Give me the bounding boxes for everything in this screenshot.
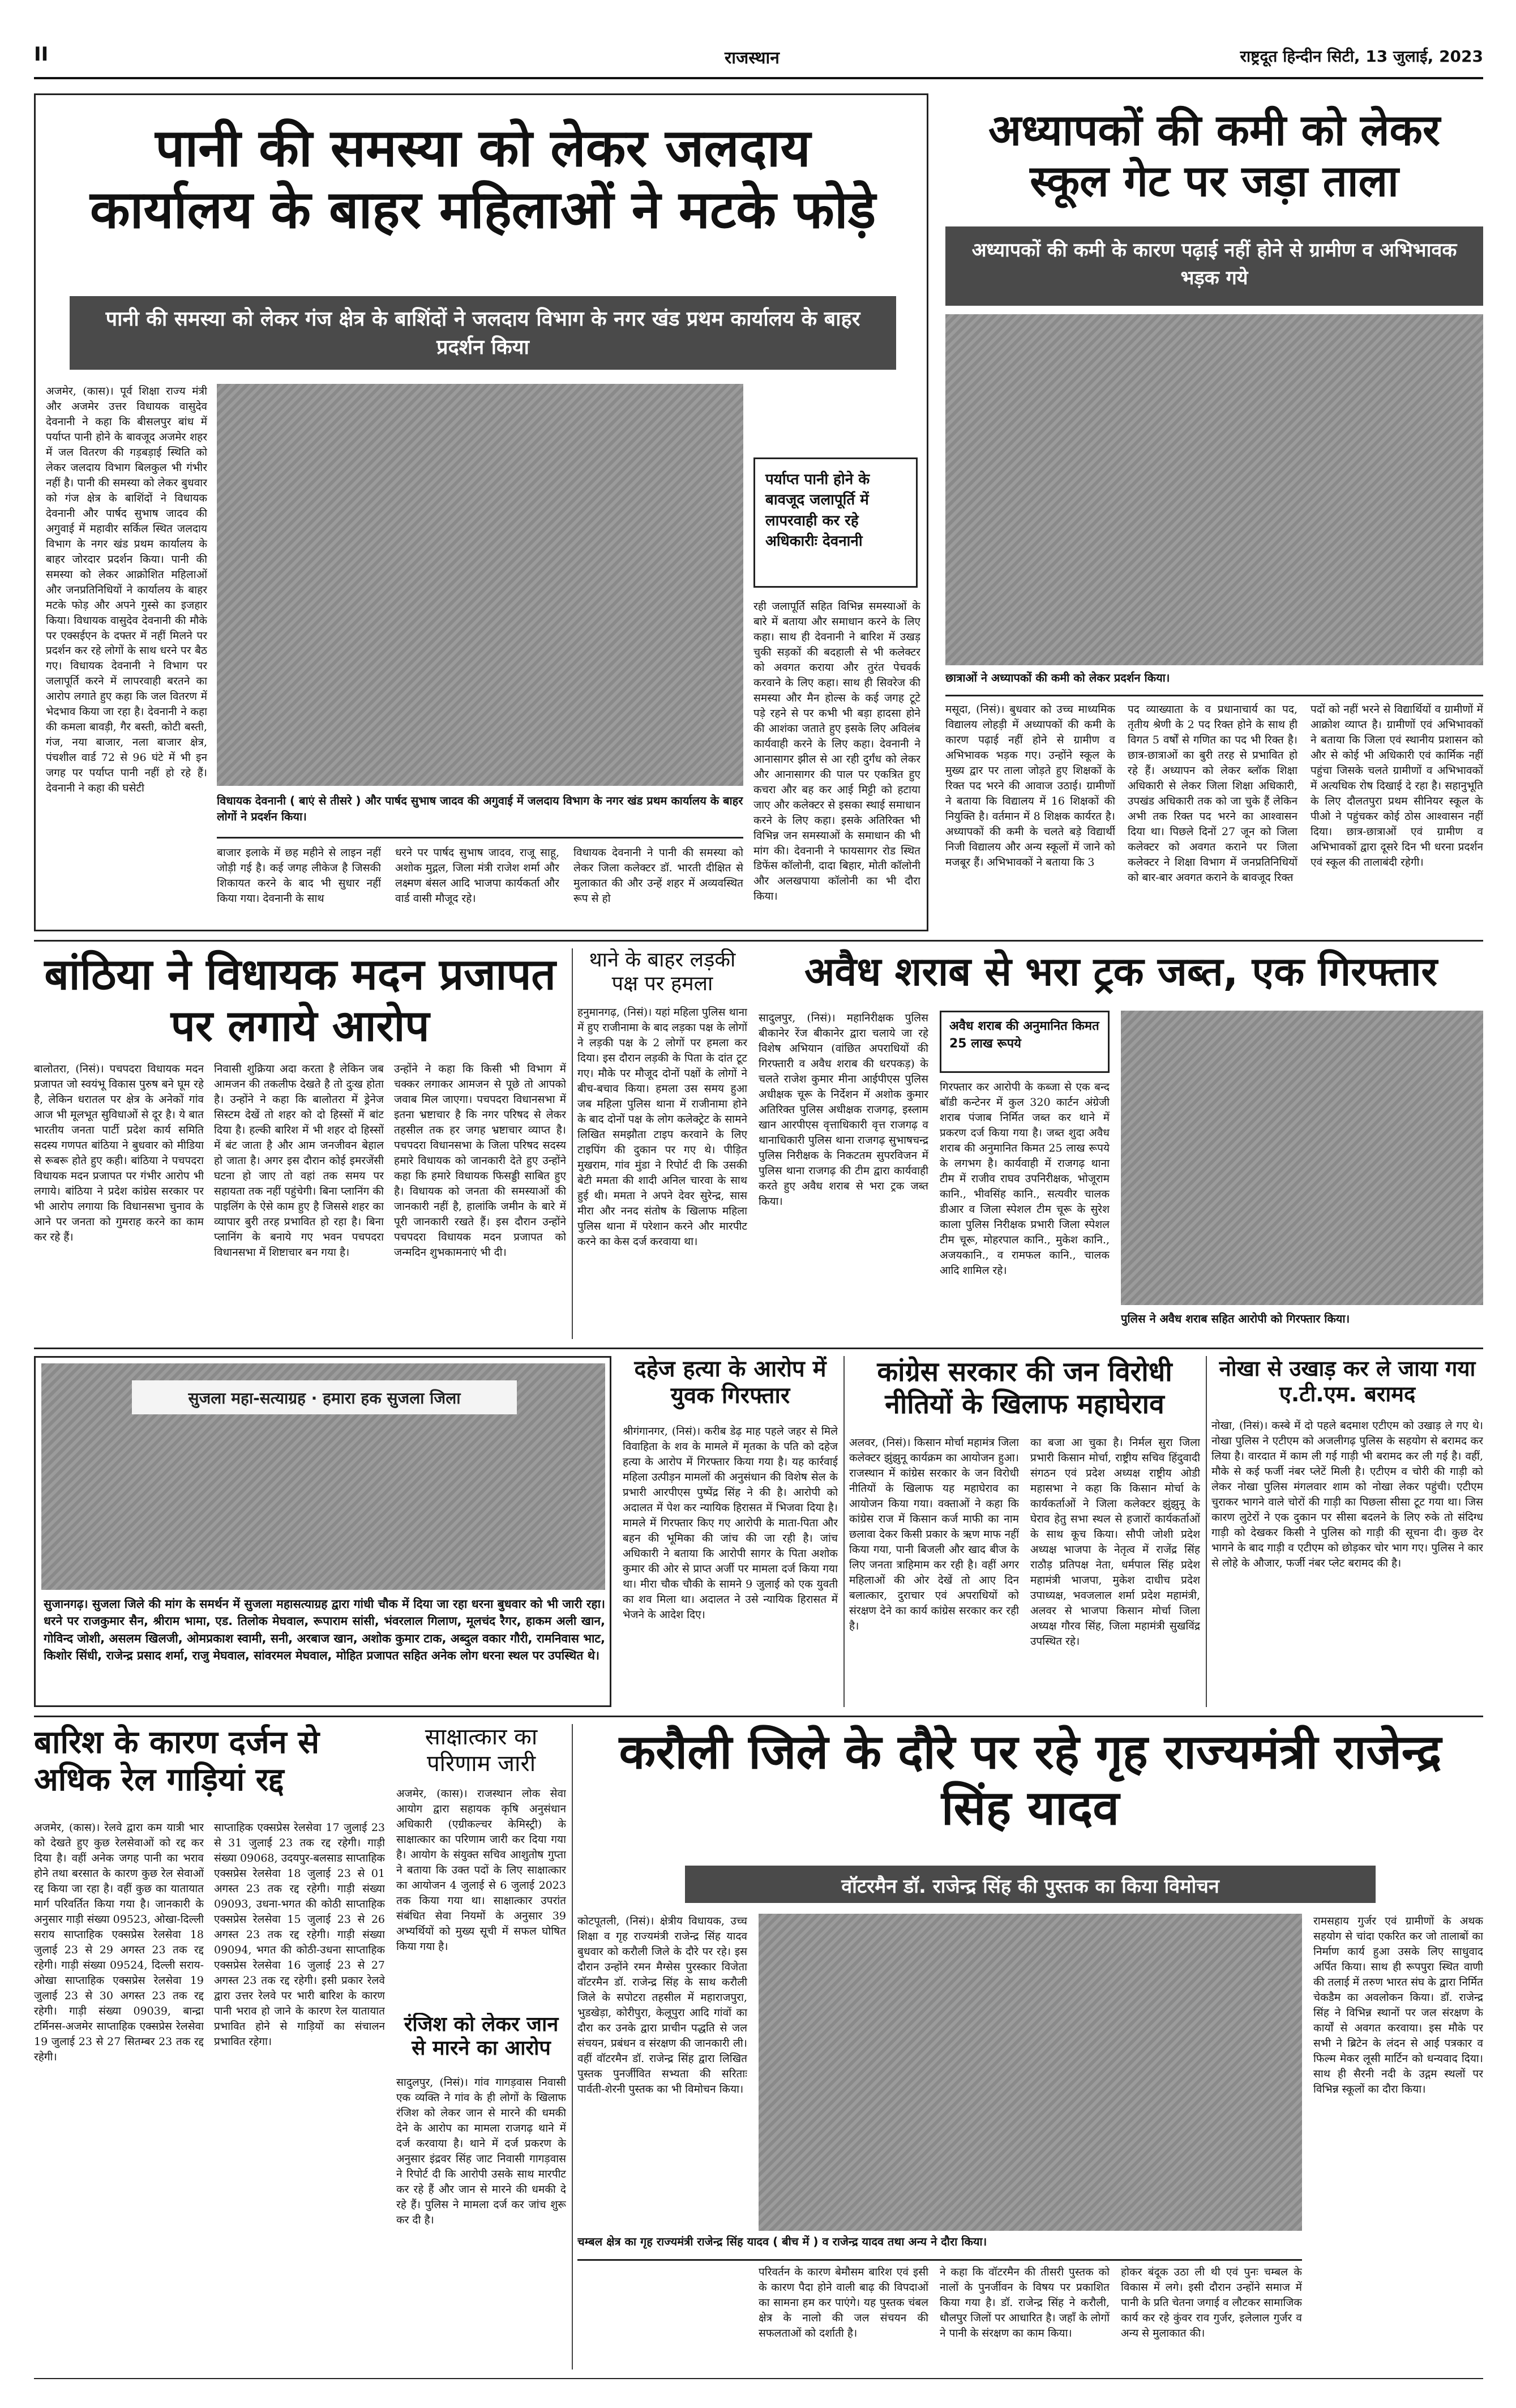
article-column: रही जलापूर्ति सहित विभिन्न समस्याओं के बारे में बताया और समाधान करने के लिए कहा। साथ ही देवनानी ने बारिश में उखड़ चुकी सड़कों की बदहाली से भी कलेक्टर को अवगत कराया और तुरंत पेचवर्क करवाने के लिए कहा। साथ ही सिवरेज की समस्या और मैन होल्स के कई जगह टूटे पड़े रहने से पर कभी भी बड़ा हादसा होने की आशंका जताते हुए इसके लिए अविलंब कार्यवाही करने के लिए कहा। देवनानी ने आनासागर झील से आ रही दुर्गंध को लेकर और आनासागर की पाल पर एकत्रित हुए कचरा और बह कर आई मिट्टी को हटाया जाए और कलेक्टर से इसका स्थाई समाधान करने के लिए कहा। इसके अतिरिक्त भी विभिन्न जन समस्याओं के समाधान की भी मांग की। देवनानी ने फायसागर रोड स्थित डिफेंस कॉलोनी, दादा बिहार, मोती कॉलोनी और अलखपाया कॉलोनी का भी दौरा किया। [753, 600, 920, 903]
article-gherao [849, 1356, 1200, 1707]
article-column: रामसहाय गुर्जर एवं ग्रामीणों के अथक सहयोग से चांदा एकरित कर जो तालाबों का निर्माण कार्य हुआ उसके लिए साधुवाद अर्पित किया। साथ ही रूपपुरा स्थित वाणी की तलाई में तरुण भारत संघ के द्वारा निर्मित चेकडैम का अवलोकन किया। डॉ. राजेन्द्र सिंह ने विभिन्न स्थानों पर जल संरक्षण के कार्यों से अवगत करवाया। इस मौके पर सभी ने ब्रिटेन के लंदन से आई पत्रकार व फिल्म मेकर लूसी मार्टिन को धन्यवाद दिया। साथ ही सैरनी नदी के उद्गम स्थलों पर विभिन्न स्कूलों का दौरा किया। [1313, 1915, 1483, 2095]
minister-photo [759, 1914, 1302, 2231]
subhead: पानी की समस्या को लेकर गंज क्षेत्र के बाशिंदों ने जलदाय विभाग के नगर खंड प्रथम कार्यालय के बाहर प्रदर्शन किया [70, 296, 896, 370]
subhead: अध्यापकों की कमी के कारण पढ़ाई नहीं होने से ग्रामीण व अभिभावक भड़क गये [945, 226, 1483, 306]
headline: कांग्रेस सरकार की जन विरोधी नीतियों के खिलाफ महाघेराव [877, 1356, 1172, 1420]
article-water-protest [34, 93, 928, 931]
article-column: हनुमानगढ़, (निसं)। यहां महिला पुलिस थाना में हुए राजीनामा के बाद लड़का पक्ष के लोगों ने लड़की पक्ष के 2 लोगों पर हमला कर दिया। इस दौरान लड़की के पिता के दांत टूट गए। मौके पर मौजूद दोनों पक्षों के लोगों ने बीच-बचाव किया। हमला उस समय हुआ जब महिला पुलिस थाना में राजीनामा होने के बाद दोनों पक्ष के लोग कलेक्ट्रेट के सामने लिखित समझौता टाइप करवाने के लिए टाइपिंग की दुकान पर गए थे। पीड़ित मुखराम, गांव मुंडा ने रिपोर्ट दी कि उसकी बेटी ममता की शादी अनिल चारवा के साथ हुई थी। ममता ने अपने देवर सुरेन्द्र, सास मीरा और ननद संतोष के खिलाफ महिला पुलिस थाना में परेशान करने और मारपीट करने का केस दर्ज करवाया था। [577, 1006, 747, 1248]
article-column: नोखा, (निसं)। कस्बे में दो पहले बदमाश एटीएम को उखाड़ ले गए थे। नोखा पुलिस ने एटीएम को अजलीगढ़ पुलिस के सहयोग से बरामद कर लिया है। वारदात में काम ली गई गाड़ी भी बरामद कर ली गई है। वहीं, मौके से कई फर्जी नंबर प्लेटें मिली है। एटीएम व चोरी की गाड़ी को लेकर नोखा पुलिस मंगलवार शाम को नोखा लेकर पहुंची। एटीएम चुराकर भागने वाले चोरों की गाड़ी का पिछला सीसा टूट गया था। जिस कारण लुटेरों ने एक दुकान पर सीसा बदलने के लिए रुके तो संदिग्ध गाड़ी को देखकर किसी ने पुलिस को गाड़ी की सूचना दी। कुछ देर भागने के बाद गाड़ी व एटीएम को छोड़कर चोर भाग गए। पुलिस ने कार से लोहे के औजार, फर्जी नंबर प्लेट बरामद की है। [1211, 1419, 1483, 1569]
article-column: बालोतरा, (निसं)। पचपदरा विधायक मदन प्रजापत जो स्वयंभू विकास पुरुष बने घूम रहे है, लेकिन धरातल पर क्षेत्र के अनेकों गांव आज भी मूलभूत सुविधाओं से दूर है। ये बात भारतीय जनता पार्टी प्रदेश कार्य समिति सदस्य गणपत बांठिया ने बुधवार को मीडिया से रूबरू होते हुए कही। बांठिया ने पचपदरा विधायक मदन प्रजापत पर गंभीर आरोप भी लगाये। बांठिया ने प्रदेश कांग्रेस सरकार पर भी आरोप लगाया कि विधानसभा चुनाव के आने पर जनता को गुमराह करने का काम कर रहे हैं। [34, 1063, 204, 1243]
page-number: II [34, 43, 49, 66]
article-column: परिवर्तन के कारण बेमौसम बारिश एवं इसी के कारण पैदा होने वाली बाढ़ की विपदाओं का सामना हम कर पाएंगे। यह पुस्तक चंबल क्षेत्र के नालो की जल संचयन की सफलताओं को दर्शाती है। [759, 2266, 928, 2339]
divider [945, 695, 1483, 696]
footer-marks [34, 2378, 1483, 2401]
divider [572, 1724, 573, 2369]
headline: बांठिया ने विधायक मदन प्रजापत पर लगाये आरोप [44, 949, 556, 1051]
divider [1206, 1356, 1207, 1707]
headline: बारिश के कारण दर्जन से अधिक रेल गाड़ियां रद्द [34, 1724, 320, 1799]
article-liquor-truck [759, 948, 1483, 1339]
article-column: अजमेर, (कास)। रेलवे द्वारा कम यात्री भार को देखते हुए कुछ रेलसेवाओं को रद्द कर दिया है। वहीं अनेक जगह पानी का भराव होने तथा बरसात के कारण कुछ रेल सेवाओं रद्द किया जा रहा है। वहीं कुछ का यातायात मार्ग परिवर्तित किया गया है। जानकारी के अनुसार गाड़ी संख्या 09523, ओखा-दिल्ली सराय साप्ताहिक एक्सप्रेस रेलसेवा 18 जुलाई 23 से 29 अगस्त 23 तक रद्द रहेगी। गाड़ी संख्या 09524, दिल्ली सराय-ओखा साप्ताहिक एक्सप्रेस रेलसेवा 19 जुलाई 23 से 30 अगस्त 23 तक रद्द रहेगी। गाड़ी संख्या 09039, बान्द्रा टर्मिनस-अजमेर साप्ताहिक एक्सप्रेस रेलसेवा 19 जुलाई 23 से 27 सितम्बर 23 तक रद्द रहेगी। [34, 1821, 204, 2063]
article-column: अजमेर, (कास)। पूर्व शिक्षा राज्य मंत्री और अजमेर उत्तर विधायक वासुदेव देवनानी ने कहा कि बीसलपुर बांध में पर्याप्त पानी होने के बावजूद अजमेर शहर में जल वितरण की गड़बड़ाई स्थिति को लेकर जलदाय विभाग बिलकुल भी गंभीर नहीं है। पानी की समस्या को लेकर बुधवार को गंज क्षेत्र के बाशिंदों ने विधायक देवनानी और पार्षद सुभाष जादव की अगुवाई में महावीर सर्किल स्थित जलदाय विभाग के नगर खंड प्रथम कार्यालय के बाहर जोरदार प्रदर्शन किया। पानी की समस्या को लेकर आक्रोशित महिलाओं और जनप्रतिनिधियों ने कार्यालय के बाहर मटके फोड़ और अपने गुस्से का इजहार किया। विधायक वासुदेव देवनानी की मौके पर एक्सईएन के दफ्तर में नहीं मिलने पर प्रदर्शन कर रहे लोगों के साथ धरने पर बैठ गए। विधायक देवनानी ने विभाग पर जलापूर्ति करने में लापरवाही बरतने का आरोप लगाते हुए कहा कि जल वितरण में भेदभाव किया जा रहा है। देवनानी ने कहा की कमला बावड़ी, गैर बस्ती, कोटी बस्ती, गंज, नया बाजार, नला बाजार क्षेत्र, पंचशील वार्ड 72 से 96 घंटे में भी इन जगह पर पर्याप्त पानी नहीं हो रहे हैं। देवनानी ने कहा की घसेटी [46, 385, 207, 795]
photo-caption: विधायक देवनानी ( बाएं से तीसरे ) और पार्षद सुभाष जादव की अगुवाई में जलदाय विभाग के नगर खंड प्रथम कार्यालय के बाहर लोगों ने प्रदर्शन किया। [217, 794, 743, 823]
photo-caption: सुजानगढ़। सुजला जिले की मांग के समर्थन में सुजला महासत्याग्रह द्वारा गांधी चौक में दिया जा रहा धरना बुधवार को भी जारी रहा। धरने पर राजकुमार सैन, श्रीराम भामा, एड. तिलोक मेघवाल, रूपाराम सांसी, भंवरलाल गिलाण, मूलचंद रैगर, हाकम अली खान, गोविन्द जोशी, असलम खिलजी, ओमप्रकाश स्वामी, सनी, अरबाज खान, अशोक कुमार टाक, अब्दुल वकार गौरी, रामनिवास भाट, किशोर सिंधी, राजेन्द्र प्रसाद शर्मा, राजु मेघवाल, सांवरमल मेघवाल, मोहित प्रजापत सहित अनेक लोग धरना स्थल पर उपस्थित थे। [44, 1597, 605, 1663]
article-column: उन्होंने ने कहा कि किसी भी विभाग में चक्कर लगाकर आमजन से पूछे तो आपको जवाब मिल जाएगा। पचपदरा विधानसभा में इतना भ्रष्टाचार है कि नगर परिषद से लेकर तहसील तक हर जगह भ्रष्टाचार व्याप्त है। पचपदरा विधानसभा के जिला परिषद सदस्य हमारे विधायक को जानकारी देते हुए उन्होंने कहा कि हमारे विधायक फिसड्डी साबित हुए है। विधायक को जनता की समस्याओं की जानकारी नहीं है, हालांकि जमीन के बारे में पूरी जानकारी रखते हैं। इस दौरान उन्होंने पचपदरा विधायक मदन प्रजापत को जन्मदिन शुभकामनाएं भी दी। [394, 1063, 566, 1259]
article-column: अजमेर, (कास)। राजस्थान लोक सेवा आयोग द्वारा सहायक कृषि अनुसंधान अधिकारी (एग्रीकल्चर केमिस्ट्री) के साक्षात्कार का परिणाम जारी कर दिया गया है। आयोग के संयुक्त सचिव आशुतोष गुप्ता ने बताया कि उक्त पदों के लिए साक्षात्कार का आयोजन 4 जुलाई से 6 जुलाई 2023 तक किया गया था। साक्षात्कार उपरांत संबंधित सेवा नियमों के अनुसार 39 अभ्यर्थियों को मुख्य सूची में सफल घोषित किया गया है। [396, 1787, 566, 1953]
headline: साक्षात्कार का परिणाम जारी [425, 1724, 538, 1777]
article-column: धरने पर पार्षद सुभाष जादव, राजू साहू, अशोक मुद्गल, जिला मंत्री राजेश शर्मा और लक्ष्मण बंसल आदि भाजपा कार्यकर्ता और वार्ड वासी मौजूद रहे। [395, 846, 559, 905]
divider [843, 1356, 845, 1707]
section-name: राजस्थान [725, 48, 780, 68]
kicker-text: अवैध शराब की अनुमानित किमत 25 लाख रूपये [949, 1019, 1099, 1051]
article-interview-result [396, 1724, 566, 2007]
article-attack [577, 948, 747, 1339]
divider [34, 940, 1483, 942]
article-column: का बजा आ चुका है। निर्मल सुरा जिला प्रभारी किसान मोर्चा, राष्ट्रीय सचिव हिंदुवादी संगठन एवं प्रदेश अध्यक्ष राष्ट्रीय ओडी महासभा ने कहा कि किसान मोर्चा के कार्यकर्ताओं ने जिला कलेक्टर झुंझुनू के घेराव हेतु सभा स्थल से हजारों कार्यकर्ताओं के साथ कूच किया। सौपी जोशी प्रदेश अध्यक्ष भाजपा के नेतृत्व में राजेंद्र सिंह राठौड़ प्रतिपक्ष नेता, धर्मपाल सिंह प्रदेश महामंत्री भाजपा, मुकेश दाधीच प्रदेश उपाध्यक्ष, भवजलाल शर्मा प्रदेश महामंत्री, अलवर से भाजपा किसान मोर्चा जिला अध्यक्ष गौरव सिंह, जिला महामंत्री सुखविंद्र उपस्थित रहे। [1030, 1436, 1200, 1648]
article-column: सादुलपुर, (निसं)। गांव गागड़वास निवासी एक व्यक्ति ने गांव के ही लोगों के खिलाफ रंजिश को लेकर जान से मारने की धमकी देने के आरोप का मामला राजगढ़ थाने में दर्ज करवाया है। थाने में दर्ज प्रकरण के अनुसार इंद्रवर सिंह जाट निवासी गागड़वास ने रिपोर्ट दी कि आरोपी उसके साथ मारपीट कर रहे हैं और जान से मारने की धमकी दे रहे हैं। पुलिस ने मामला दर्ज कर जांच शुरू कर दी है। [396, 2076, 566, 2226]
pull-quote-text: पर्याप्त पानी होने के बावजूद जलापूर्ति में लापरवाही कर रहे अधिकारीः देवनानी [765, 471, 870, 550]
headline: पानी की समस्या को लेकर जलदाय कार्यालय के बाहर महिलाओं ने मटके फोड़े [89, 118, 876, 240]
article-column: निवासी शुक्रिया अदा करता है लेकिन जब आमजन की तकलीफ देखते है तो दुःख होता है। उन्होंने ने कहा कि बालोतरा में ड्रेनेज सिस्टम देखें तो शहर को दो हिस्सों में बांट दिया है। हल्की बारिश में भी शहर दो हिस्सों में बंट जाता है और आम जनजीवन बेहाल हो जाता है। अगर इस दौरान कोई इमरजेंसी घटना हो जाए तो वहां तक समय पर सहायता तक नहीं पहुंचेगी। बिना प्लानिंग की पाइलिंग के ऐसे काम हुए है जिससे शहर का व्यापार बुरी तरह प्रभावित हो रहा है। बिना प्लानिंग के बनाये गए भवन पचपदरा विधानसभा में शिष्टाचार बन गया है। [214, 1063, 384, 1259]
headline: अध्यापकों की कमी को लेकर स्कूल गेट पर जड़ा ताला [988, 105, 1441, 206]
subhead: वॉटरमैन डॉ. राजेन्द्र सिंह की पुस्तक का किया विमोचन [685, 1866, 1376, 1903]
article-column: सादुलपुर, (निसं)। महानिरीक्षक पुलिस बीकानेर रेंज बीकानेर द्वारा चलाये जा रहे विशेष अभियान (वांछित अपराधियों की गिरफ्तारी व अवैध शराब की धरपकड़) के चलते राजेश कुमार मीना आईपीएस पुलिस अधीक्षक चूरू के निर्देशन में अशोक कुमार अतिरिक्त पुलिस अधीक्षक राजगढ़, इस्लाम खान आरपीएस वृत्ताधिकारी वृत्त राजगढ़ व थानाधिकारी पुलिस थाना राजगढ़ सुभाषचन्द्र पुलिस निरीक्षक के निकटतम सुपरविजन में पुलिस थाना राजगढ़ की टीम द्वारा कार्यवाही करते हुए अवैध शराब से भरा ट्रक जब्त किया। [759, 1012, 928, 1208]
headline: करौली जिले के दौरे पर रहे गृह राज्यमंत्री राजेन्द्र सिंह यादव [619, 1724, 1442, 1836]
article-sujla-protest [34, 1356, 611, 1707]
students-photo [945, 314, 1483, 665]
article-banthia [34, 948, 566, 1339]
banner-text: सुजला महा-सत्याग्रह · हमारा हक सुजला जिला [132, 1380, 517, 1414]
article-atm-recovered [1211, 1356, 1483, 1707]
article-column: होकर बंदूक उठा ली थी एवं पुनः चम्बल के विकास में लगे। इसी दौरान उन्होंने समाज में पानी के प्रति चेतना जगाई व लौटकर सामाजिक कार्य कर रहे कुंवर राव गुर्जर, इलेलाल गुर्जर व अन्य से मुलाकात की। [1121, 2266, 1302, 2339]
photo-caption: पुलिस ने अवैध शराब सहित आरोपी को गिरफ्तार किया। [1121, 1312, 1350, 1325]
headline: दहेज हत्या के आरोप में युवक गिरफ्तार [634, 1356, 826, 1409]
headline: अवैध शराब से भरा ट्रक जब्त, एक गिरफ्तार [804, 948, 1438, 995]
divider [577, 2259, 1302, 2261]
article-threat [396, 2013, 566, 2369]
article-column: पद व्याख्याता के व प्रधानाचार्य का पद, तृतीय श्रेणी के 2 पद रिक्त होने के साथ ही विगत 5 वर्षों से गणित का पद भी रिक्त है। छात्र-छात्राओं का बुरी तरह से प्रभावित हो रहे हैं। अध्यापन को लेकर ब्लॉक शिक्षा अधिकारी से लेकर जिला शिक्षा अधिकारी, उपखंड अधिकारी तक को जा चुके हैं लेकिन अभी तक रिक्त पद भरने का आश्वासन दिया था। पिछले दिनों 27 जून को जिला कलेक्टर को अवगत कराने पर जिला कलेक्टर ने शिक्षा विभाग में जनप्रतिनिधियों को बार-बार अवगत कराने के बावजूद रिक्त [1128, 703, 1297, 884]
headline: रंजिश को लेकर जान से मारने का आरोप [404, 2013, 559, 2060]
article-column: बाजार इलाके में छह महीने से लाइन नहीं जोड़ी गई है। कई जगह लीकेज है जिसकी शिकायत करने के बाद भी सुधार नहीं किया गया। देवनानी के साथ [217, 846, 381, 905]
pull-quote [753, 457, 918, 588]
article-school-lock [945, 93, 1483, 931]
masthead [34, 40, 1483, 79]
article-column: गिरफ्तार कर आरोपी के कब्जा से एक बन्द बॉडी कन्टेनर में कुल 320 कार्टन अंग्रेजी शराब पंजाब निर्मित जब्त कर थाने में प्रकरण दर्ज किया गया है। जब्त शुदा अवैध शराब की अनुमानित किमत 25 लाख रूपये के लगभग है। कार्यवाही में राजगढ़ थाना टीम में राजीव राघव उपनिरीक्षक, भोजूराम कानि., भीवसिंह कानि., सत्यवीर चालक डीआर व जिला स्पेशल टीम चूरू के सुरेश काला पुलिस निरीक्षक प्रभारी जिला स्पेशल टीम चूरू, मोहरपाल कानि., मुकेश कानि., अजयकानि., व रामफल कानि., चालक आदि शामिल रहे। [940, 1081, 1110, 1277]
article-trains-cancelled [34, 1724, 385, 2369]
police-photo [1121, 1011, 1483, 1305]
photo-caption: छात्राओं ने अध्यापकों की कमी को लेकर प्रदर्शन किया। [945, 671, 1170, 685]
divider [572, 948, 573, 1339]
article-column: साप्ताहिक एक्सप्रेस रेलसेवा 17 जुलाई 23 से 31 जुलाई 23 तक रद्द रहेगी। गाड़ी संख्या 09068, उदयपुर-बलसाड साप्ताहिक एक्सप्रेस रेलसेवा 18 जुलाई 23 से 01 अगस्त 23 तक रद्द रहेगी। गाड़ी संख्या 09093, उधना-भगत की कोठी साप्ताहिक एक्सप्रेस रेलसेवा 15 जुलाई 23 से 26 अगस्त 23 तक रद्द रहेगी। गाड़ी संख्या 09094, भगत की कोठी-उधना साप्ताहिक एक्सप्रेस रेलसेवा 16 जुलाई 23 से 27 अगस्त 23 तक रद्द रहेगी। इसी प्रकार रेलवे द्वारा उत्तर रेलवे पर भारी बारिश के कारण पानी भराव हो जाने के कारण रेल यातायात प्रभावित होने से गाड़ियों का संचालन प्रभावित रहेगा। [214, 1821, 385, 2048]
article-column: पदों को नहीं भरने से विद्यार्थियों व ग्रामीणों में आक्रोश व्याप्त है। ग्रामीणों एवं अभिभावकों ने बताया कि जिला एवं स्थानीय प्रशासन को और से कोई भी अधिकारी एवं कार्मिक नहीं पहुंचा जिसके चलते ग्रामीणों व अभिभावकों में अत्यधिक रोष दिखाई दे रहा है। सहानुभूति के लिए दौलतपुरा प्रथम सीनियर स्कूल के पीओ ने पहुंचकर कोई ठोस आश्वासन नहीं दिया। छात्र-छात्राओं एवं ग्रामीण व अभिभावकों द्वारा दूसरे दिन भी धरना प्रदर्शन एवं स्कूल की तालाबंदी रहेगी। [1311, 703, 1483, 869]
divider [34, 1348, 1483, 1349]
article-column: ने कहा कि वॉटरमैन की तीसरी पुस्तक को नालों के पुनर्जीवन के विषय पर प्रकाशित किया गया है। डॉ. राजेन्द्र सिंह ने करौली, धौलपुर जिलों पर आधारित है। जहाँ के लोगों ने पानी के संरक्षण का काम किया। [940, 2266, 1110, 2339]
kicker-box [940, 1011, 1110, 1073]
article-column: मसूदा, (निसं)। बुधवार को उच्च माध्यमिक विद्यालय लोहड़ी में अध्यापकों की कमी के कारण पढ़ाई नहीं होने से ग्रामीण व अभिभावक भड़क गए। उन्होंने स्कूल के मुख्य द्वार पर ताला जोड़ते हुए शिक्षकों के रिक्त पद भरने की आवाज उठाई। ग्रामीणों ने बताया कि विद्यालय में 16 शिक्षकों की नियुक्ति है। वर्तमान में 8 शिक्षक कार्यरत है। अध्यापकों की कमी के चलते बड़े विद्यार्थी निजी विद्यालय और अन्य स्कूलों में जाने को मजबूर हैं। अभिभावकों ने बताया कि 3 [945, 703, 1115, 869]
article-column: श्रीगंगानगर, (निसं)। करीब डेढ़ माह पहले जहर से मिले विवाहिता के शव के मामले में मृतका के पति को दहेज हत्या के आरोप में गिरफ्तार किया गया है। यह कार्रवाई महिला उत्पीड़न मामलों की अनुसंधान की विशेष सेल के प्रभारी आरपीएस पुष्पेंद्र सिंह ने की है। आरोपी को अदालत में पेश कर न्यायिक हिरासत में भिजवा दिया है। मामले में गिरफ्तार किए गए आरोपी के माता-पिता और बहन की भूमिका की जांच की जा रही है। जांच अधिकारी ने बताया कि आरोपी सागर के पिता अशोक कुमार की ओर से प्राप्त अर्जी पर मामला दर्ज किया गया था। मीरा चौक चौकी के सामने 9 जुलाई को एक युवती का शव मिला था। अदालत ने उसे न्यायिक हिरासत में भेजने के आदेश दिए। [623, 1425, 838, 1621]
article-column: कोटपूतली, (निसं)। क्षेत्रीय विधायक, उच्च शिक्षा व गृह राज्यमंत्री राजेन्द्र सिंह यादव बुधवार को करौली जिले के दौरे पर रहे। इस दौरान उन्होंने रमन मैग्सेस पुरस्कार विजेता वॉटरमैन डॉ. राजेन्द्र सिंह के साथ करौली जिले के सपोटरा तहसील में महाराजपुरा, भुडखेड़ा, कोरीपुरा, केलूपुरा आदि गांवों का दौरा कर उनके द्वारा प्राचीन पद्धति से जल संचयन, प्रबंधन व संरक्षण की जानकारी ली। वहीं वॉटरमैन डॉ. राजेन्द्र सिंह द्वारा लिखित पुस्तक पुनर्जीवित सभ्यता की सरिताः पार्वती-शेरनी पुस्तक का भी विमोचन किया। [577, 1915, 747, 2095]
article-karauli-visit [577, 1724, 1483, 2369]
divider [217, 837, 743, 839]
article-dowry-arrest [623, 1356, 838, 1707]
protest-photo [217, 384, 743, 786]
article-column: विधायक देवनानी ने पानी की समस्या को लेकर जिला कलेक्टर डॉ. भारती दीक्षित से मुलाकात की और उन्हें शहर में अव्यवस्थित रूप से हो [573, 846, 743, 905]
photo-caption: चम्बल क्षेत्र का गृह राज्यमंत्री राजेन्द्र सिंह यादव ( बीच में ) व राजेन्द्र यादव तथा अन्य ने दौरा किया। [577, 2235, 987, 2248]
divider [34, 1716, 1483, 1717]
headline: नोखा से उखाड़ कर ले जाया गया ए.टी.एम. बरामद [1219, 1356, 1476, 1406]
headline: थाने के बाहर लड़की पक्ष पर हमला [589, 948, 736, 996]
article-column: अलवर, (निसं)। किसान मोर्चा महामंत्र जिला कलेक्टर झुंझुनू कार्यक्रम का आयोजन हुआ। राजस्थान में कांग्रेस सरकार के जन विरोधी नीतियों के खिलाफ यह महाघेराव का आयोजन किया गया। वक्ताओं ने कहा कि कांग्रेस राज में किसान कर्ज माफी का नाम छलावा देकर किसी प्रकार के ऋण माफ नहीं किया गया, पानी बिजली और खाद बीज के लिए जनता त्राहिमाम कर रही है। वहीं अगर महिलाओं की ओर देखें तो आए दिन बलात्कार, दुराचार एवं अपराधियों को संरक्षण देने का कार्य कांग्रेस सरकार कर रही है। [849, 1436, 1019, 1632]
paper-date: राष्ट्रदूत हिन्दीन सिटी, 13 जुलाई, 2023 [1240, 47, 1483, 66]
